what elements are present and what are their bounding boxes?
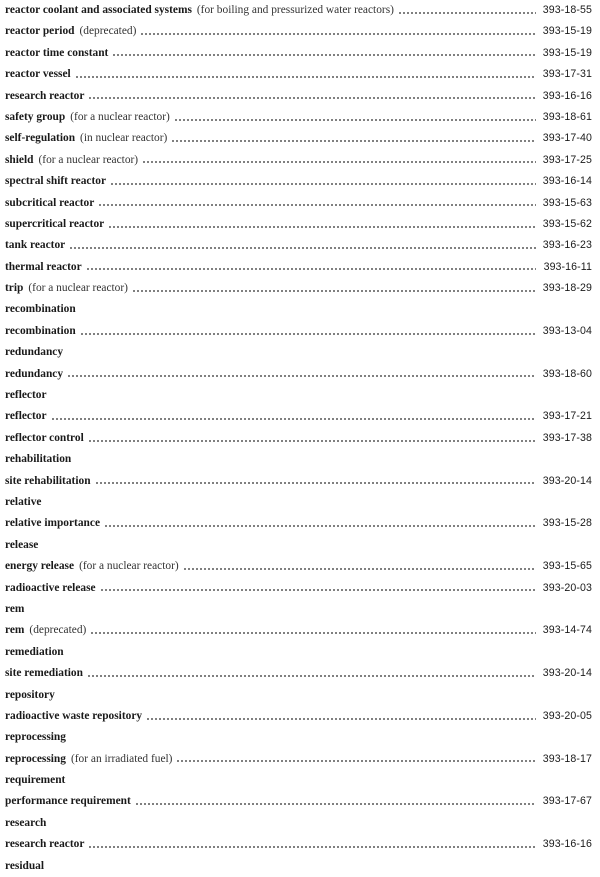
- entry-term: relative: [5, 495, 42, 508]
- entry-qualifier: (for boiling and pressurized water reactors): [196, 4, 394, 16]
- entry-reference-number: 393-20-03: [542, 581, 592, 594]
- entry-reference-number: 393-17-25: [542, 153, 592, 166]
- index-heading: [5, 599, 592, 620]
- index-heading: [5, 642, 592, 663]
- index-entry: [5, 235, 592, 256]
- entry-reference-number: 393-15-62: [542, 217, 592, 230]
- entry-term: reactor vessel: [5, 68, 71, 81]
- entry-term: repository: [5, 688, 55, 701]
- dot-leader: [112, 53, 536, 57]
- entry-term: energy release: [5, 560, 75, 573]
- index-entry: [5, 214, 592, 235]
- entry-term: subcritical reactor: [5, 196, 95, 209]
- index-entry: [5, 428, 592, 449]
- index-entry: [5, 321, 592, 342]
- dot-leader: [171, 139, 536, 143]
- index-entry: [5, 471, 592, 492]
- entry-term: research reactor: [5, 89, 85, 102]
- entry-qualifier: (deprecated): [29, 624, 87, 637]
- index-entry: [5, 171, 592, 192]
- entry-term: reflector control: [5, 431, 84, 444]
- index-heading: [5, 492, 592, 513]
- dot-leader: [174, 118, 536, 122]
- entry-term: supercritical reactor: [5, 217, 105, 230]
- index-entry: [5, 0, 592, 21]
- entry-reference-number: 393-16-16: [542, 838, 592, 851]
- entry-reference-number: 393-17-38: [542, 431, 592, 444]
- dot-leader: [142, 160, 536, 164]
- dot-leader: [140, 32, 536, 36]
- entry-reference-number: 393-15-63: [542, 196, 592, 209]
- entry-term: reprocessing: [5, 731, 66, 744]
- entry-term: site remediation: [5, 667, 83, 680]
- entry-reference-number: 393-16-23: [542, 239, 592, 252]
- entry-term: relative importance: [5, 517, 100, 530]
- index-heading: [5, 685, 592, 706]
- index-entry: [5, 706, 592, 727]
- entry-reference-number: 393-18-29: [542, 282, 592, 295]
- index-entry: [5, 278, 592, 299]
- index-entry: [5, 834, 592, 855]
- index-heading: [5, 770, 592, 791]
- index-entry: [5, 107, 592, 128]
- entry-reference-number: 393-14-74: [542, 624, 592, 637]
- dot-leader: [100, 588, 536, 592]
- entry-term: spectral shift reactor: [5, 175, 107, 188]
- entry-term: thermal reactor: [5, 260, 82, 273]
- index-entry: [5, 556, 592, 577]
- index-heading: [5, 342, 592, 363]
- index-entry: [5, 513, 592, 534]
- entry-reference-number: 393-18-60: [542, 367, 592, 380]
- entry-reference-number: 393-15-19: [542, 46, 592, 59]
- dot-leader: [90, 631, 536, 635]
- entry-qualifier: (for a nuclear reactor): [38, 153, 139, 166]
- entry-term: residual: [5, 859, 45, 872]
- entry-reference-number: 393-17-67: [542, 795, 592, 808]
- index-heading: [5, 813, 592, 834]
- index-heading: [5, 856, 592, 877]
- entry-qualifier: (in nuclear reactor): [80, 132, 168, 145]
- index-heading: [5, 535, 592, 556]
- entry-term: site rehabilitation: [5, 474, 91, 487]
- dot-leader: [86, 267, 536, 271]
- dot-leader: [87, 674, 536, 678]
- entry-term: recombination: [5, 324, 76, 337]
- entry-term: reflector: [5, 410, 47, 423]
- entry-reference-number: 393-17-31: [542, 68, 592, 81]
- entry-term: safety group: [5, 110, 66, 123]
- entry-term: recombination: [5, 303, 76, 316]
- entry-term: tank reactor: [5, 239, 66, 252]
- index-entry: [5, 43, 592, 64]
- entry-term: rem: [5, 602, 25, 615]
- entry-reference-number: 393-16-16: [542, 89, 592, 102]
- entry-qualifier: (for a nuclear reactor): [28, 282, 128, 295]
- entry-qualifier: (for a nuclear reactor): [79, 560, 179, 573]
- entry-reference-number: 393-18-61: [542, 110, 592, 123]
- index-entry: [5, 791, 592, 812]
- dot-leader: [176, 759, 536, 763]
- index-heading: [5, 727, 592, 748]
- entry-reference-number: 393-13-04: [542, 324, 592, 337]
- index-entry: [5, 620, 592, 641]
- dot-leader: [398, 11, 536, 15]
- dot-leader: [104, 524, 536, 528]
- entry-reference-number: 393-15-65: [542, 560, 592, 573]
- entry-reference-number: 393-15-19: [542, 25, 592, 38]
- index-entry: [5, 749, 592, 770]
- entry-term: remediation: [5, 645, 64, 658]
- entry-term: reactor period: [5, 25, 75, 38]
- entry-term: research reactor: [5, 838, 85, 851]
- entry-reference-number: 393-16-14: [542, 175, 592, 188]
- entry-reference-number: 393-17-21: [542, 410, 592, 423]
- dot-leader: [51, 417, 536, 421]
- dot-leader: [110, 182, 536, 186]
- entry-term: shield: [5, 153, 34, 166]
- entry-term: reactor coolant and associated systems: [5, 4, 192, 16]
- entry-term: radioactive release: [5, 581, 96, 594]
- entry-reference-number: 393-16-11: [543, 260, 592, 273]
- index-entry: [5, 364, 592, 385]
- entry-term: self-regulation: [5, 132, 76, 145]
- entry-term: requirement: [5, 774, 66, 787]
- entry-term: radioactive waste repository: [5, 709, 143, 722]
- entry-term: redundancy: [5, 346, 64, 359]
- index-entry: [5, 86, 592, 107]
- entry-term: reactor time constant: [5, 46, 109, 59]
- entry-term: rem: [5, 624, 25, 637]
- entry-reference-number: 393-18-17: [542, 752, 592, 765]
- entry-reference-number: 393-18-55: [542, 4, 592, 16]
- dot-leader: [98, 203, 536, 207]
- dot-leader: [75, 75, 536, 79]
- dot-leader: [146, 717, 536, 721]
- index-entry: [5, 257, 592, 278]
- entry-term: reflector: [5, 389, 47, 402]
- dot-leader: [132, 289, 536, 293]
- dot-leader: [108, 225, 536, 229]
- entry-term: release: [5, 538, 39, 551]
- index-entry: [5, 21, 592, 42]
- index-entry: [5, 128, 592, 149]
- dot-leader: [80, 332, 536, 336]
- entry-term: redundancy: [5, 367, 64, 380]
- index-heading: [5, 299, 592, 320]
- dot-leader: [95, 481, 536, 485]
- entry-reference-number: 393-15-28: [542, 517, 592, 530]
- index-heading: [5, 385, 592, 406]
- index-entry: [5, 150, 592, 171]
- entry-term: rehabilitation: [5, 453, 72, 466]
- dot-leader: [88, 439, 536, 443]
- entry-reference-number: 393-20-14: [542, 667, 592, 680]
- index-entry: [5, 663, 592, 684]
- entry-term: performance requirement: [5, 795, 131, 808]
- dot-leader: [135, 802, 536, 806]
- entry-qualifier: (for a nuclear reactor): [70, 110, 170, 123]
- dot-leader: [67, 374, 536, 378]
- entry-qualifier: (for an irradiated fuel): [70, 752, 173, 765]
- entry-term: trip: [5, 282, 24, 295]
- index-entry: [5, 193, 592, 214]
- dot-leader: [88, 96, 536, 100]
- entry-qualifier: (deprecated): [79, 25, 137, 38]
- entry-term: research: [5, 816, 47, 829]
- entry-reference-number: 393-20-05: [542, 709, 592, 722]
- entry-reference-number: 393-20-14: [542, 474, 592, 487]
- index-entry: [5, 406, 592, 427]
- index-heading: [5, 449, 592, 470]
- index-entry: [5, 578, 592, 599]
- index-entry: [5, 64, 592, 85]
- dot-leader: [88, 845, 536, 849]
- dot-leader: [69, 246, 536, 250]
- dot-leader: [183, 567, 536, 571]
- entry-term: reprocessing: [5, 752, 66, 765]
- entry-reference-number: 393-17-40: [542, 132, 592, 145]
